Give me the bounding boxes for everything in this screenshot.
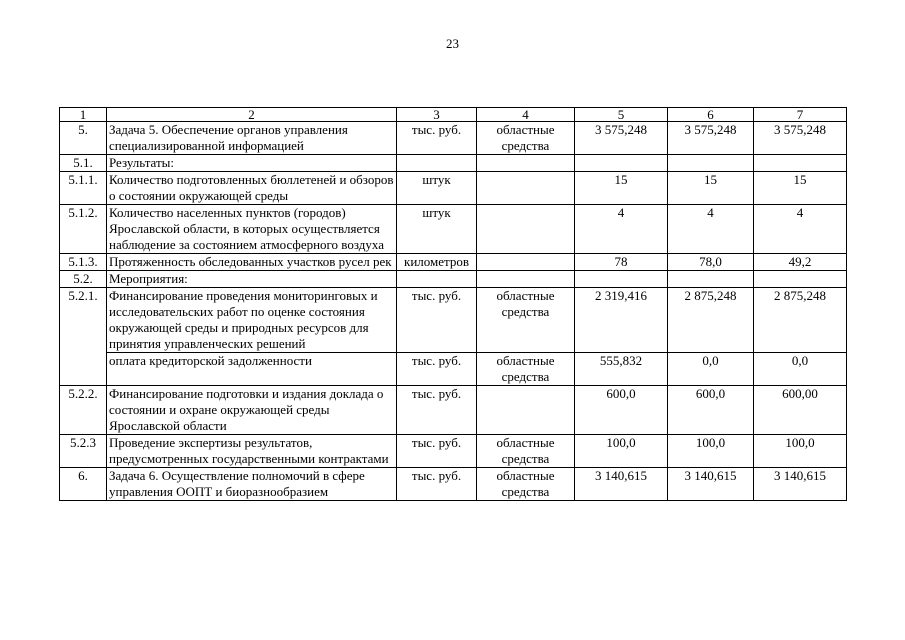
table-row [60,468,847,501]
row-value-5: 3 575,248 [575,122,668,155]
row-unit: километров [397,254,477,271]
row-source [477,172,575,205]
row-value-6 [668,271,754,288]
table-row [60,254,847,271]
row-name: Финансирование подготовки и издания доклада о состоянии и охране окружающей среды Ярославской области [107,386,397,435]
row-source [477,386,575,435]
row-value-7: 3 140,615 [754,468,847,501]
row-source [477,271,575,288]
row-unit [397,155,477,172]
row-number: 5.2.2. [60,386,107,435]
row-name: Задача 5. Обеспечение органов управления специализированной информацией [107,122,397,155]
row-value-6: 3 140,615 [668,468,754,501]
row-value-7: 3 575,248 [754,122,847,155]
row-source [477,254,575,271]
row-value-5: 15 [575,172,668,205]
row-name: Количество подготовленных бюллетеней и обзоров о состоянии окружающей среды [107,172,397,205]
row-number: 5.2.3 [60,435,107,468]
row-unit: штук [397,205,477,254]
row-number: 6. [60,468,107,501]
column-header: 5 [575,108,668,122]
row-name: Протяженность обследованных участков русел рек [107,254,397,271]
row-number: 5.1. [60,155,107,172]
row-source: областные средства [477,288,575,353]
row-name: Задача 6. Осуществление полномочий в сфере управления ООПТ и биоразнообразием [107,468,397,501]
column-header: 2 [107,108,397,122]
row-name: Мероприятия: [107,271,397,288]
row-value-7: 100,0 [754,435,847,468]
table-row [60,435,847,468]
row-value-5 [575,155,668,172]
row-value-7: 4 [754,205,847,254]
row-value-7 [754,155,847,172]
row-unit: тыс. руб. [397,468,477,501]
row-value-5: 2 319,416 [575,288,668,353]
table-row [60,271,847,288]
row-unit: тыс. руб. [397,122,477,155]
row-source: областные средства [477,353,575,386]
row-value-5: 4 [575,205,668,254]
row-name: оплата кредиторской задолженности [107,353,397,386]
table-row [60,155,847,172]
row-unit: тыс. руб. [397,288,477,353]
row-unit: штук [397,172,477,205]
row-value-6: 15 [668,172,754,205]
row-source: областные средства [477,435,575,468]
row-unit: тыс. руб. [397,353,477,386]
row-unit: тыс. руб. [397,435,477,468]
row-name: Результаты: [107,155,397,172]
row-value-6: 4 [668,205,754,254]
row-value-6: 600,0 [668,386,754,435]
row-value-6 [668,155,754,172]
budget-table [59,107,847,501]
row-value-7: 49,2 [754,254,847,271]
table-row [60,205,847,254]
row-number: 5.1.3. [60,254,107,271]
row-value-5 [575,271,668,288]
table-row [60,122,847,155]
table-row [60,353,847,386]
row-value-6: 0,0 [668,353,754,386]
row-value-7: 2 875,248 [754,288,847,353]
page-number: 23 [446,36,459,51]
row-number: 5.1.2. [60,205,107,254]
row-source: областные средства [477,122,575,155]
row-value-5: 555,832 [575,353,668,386]
row-unit [397,271,477,288]
row-name: Проведение экспертизы результатов, предусмотренных государственными контрактами [107,435,397,468]
row-value-6: 3 575,248 [668,122,754,155]
row-value-6: 2 875,248 [668,288,754,353]
row-value-7: 600,00 [754,386,847,435]
row-value-7 [754,271,847,288]
row-value-7: 0,0 [754,353,847,386]
row-value-5: 3 140,615 [575,468,668,501]
table-row [60,386,847,435]
column-header: 3 [397,108,477,122]
column-header: 4 [477,108,575,122]
row-value-5: 100,0 [575,435,668,468]
table-row [60,288,847,353]
row-source [477,205,575,254]
row-name: Количество населенных пунктов (городов) Ярославской области, в которых осуществляется наблюдение за состоянием атмосферного воздуха [107,205,397,254]
row-unit: тыс. руб. [397,386,477,435]
row-value-7: 15 [754,172,847,205]
column-header: 1 [60,108,107,122]
row-number: 5.1.1. [60,172,107,205]
row-name: Финансирование проведения мониторинговых и исследовательских работ по оценке состояния окружающей среды и природных ресурсов для принятия управленческих решений [107,288,397,353]
row-source: областные средства [477,468,575,501]
row-value-5: 600,0 [575,386,668,435]
row-value-6: 100,0 [668,435,754,468]
row-value-5: 78 [575,254,668,271]
table-row [60,172,847,205]
column-header: 6 [668,108,754,122]
column-header-row [60,108,847,122]
row-source [477,155,575,172]
row-value-6: 78,0 [668,254,754,271]
row-number: 5.2.1. [60,288,107,386]
row-number: 5.2. [60,271,107,288]
row-number: 5. [60,122,107,155]
column-header: 7 [754,108,847,122]
